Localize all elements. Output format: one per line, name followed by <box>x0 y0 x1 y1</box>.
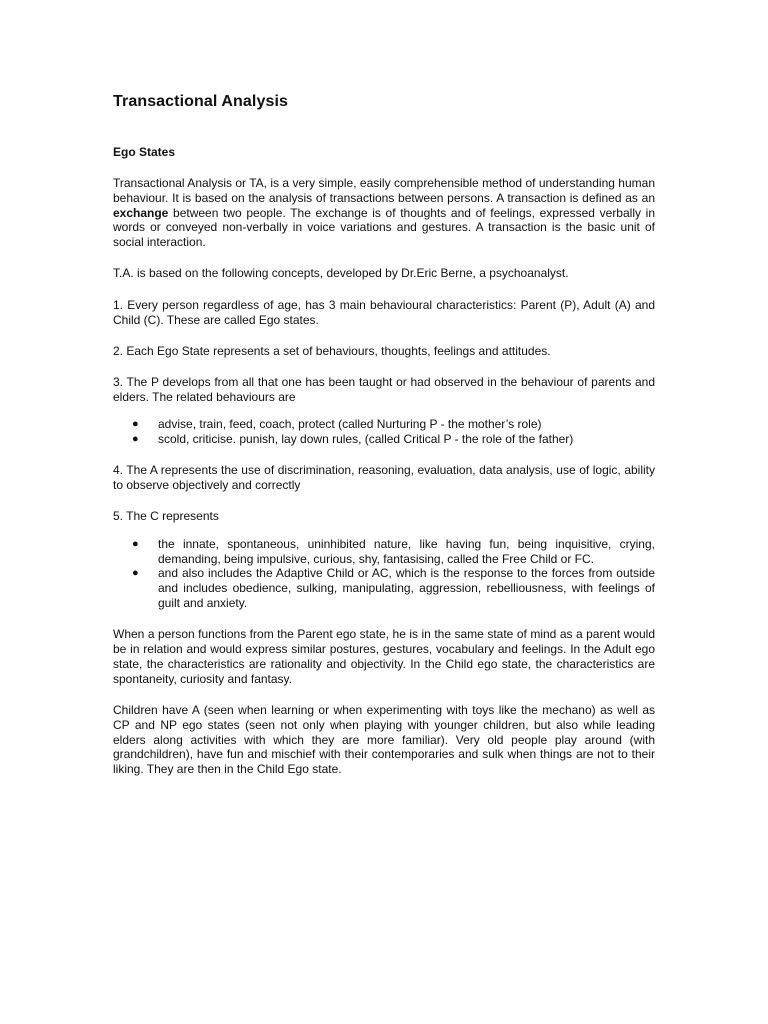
intro-paragraph <box>113 176 655 250</box>
point-5: 5. The C represents <box>113 509 219 524</box>
point-4: 4. The A represents the use of discrimination, reasoning, evaluation, data analysis, use of logic, ability to observe objectively and correctly <box>113 463 655 493</box>
list-item <box>113 537 655 567</box>
list-item-text: the innate, spontaneous, uninhibited nature, like having fun, being inquisitive, crying, demanding, being impulsive, curious, shy, fantasising, called the Free Child or FC. <box>158 536 655 566</box>
child-traits-list <box>113 537 655 611</box>
list-item-text: advise, train, feed, coach, protect (called Nurturing P - the mother’s role) <box>158 417 542 432</box>
children-paragraph: Children have A (seen when learning or when experimenting with toys like the mechano) as well as CP and NP ego states (seen not only when playing with younger children, but also while leading elders along activities with which they are more familiar). Very old people play around (with grandchildren), have fun and mischief with their contemporaries and sulk when things are not to their liking. They are then in the Child Ego state. <box>113 702 655 777</box>
section-heading: Ego States <box>113 145 176 159</box>
bullet-icon: ● <box>132 567 139 580</box>
bullet-icon: ● <box>132 537 139 550</box>
functions-paragraph: When a person functions from the Parent ego state, he is in the same state of mind as a parent would be in relation and would express similar postures, gestures, vocabulary and feelings. In the Adult ego state, the characteristics are rationality and objectivity. In the Child ego state, the characteristics are spontaneity, curiosity and fantasy. <box>113 627 655 686</box>
concepts-intro: T.A. is based on the following concepts, developed by Dr.Eric Berne, a psychoanalyst. <box>113 266 569 281</box>
bullet-icon: ● <box>132 433 139 446</box>
bullet-icon: ● <box>132 418 139 431</box>
list-item <box>113 417 655 432</box>
list-item-text: scold, criticise. punish, lay down rules, (called Critical P - the role of the father) <box>158 432 574 447</box>
point-1: 1. Every person regardless of age, has 3 main behavioural characteristics: Parent (P), Adult (A) and Child (C). These are called Ego states. <box>113 297 655 327</box>
document-title: Transactional Analysis <box>113 93 289 110</box>
list-item <box>113 432 655 447</box>
intro-bold-term: exchange <box>113 205 169 220</box>
list-item <box>113 566 655 610</box>
point-2: 2. Each Ego State represents a set of behaviours, thoughts, feelings and attitudes. <box>113 343 551 358</box>
parent-behaviours-list <box>113 417 655 447</box>
intro-text-start: Transactional Analysis or TA, is a very simple, easily comprehensible method of understanding human behaviour. It is based on the analysis of transactions between persons. A transaction is defined as an <box>113 176 655 205</box>
point-3: 3. The P develops from all that one has been taught or had observed in the behaviour of parents and elders. The related behaviours are <box>113 375 655 404</box>
list-item-text: and also includes the Adaptive Child or AC, which is the response to the forces from outside and includes obedience, sulking, manipulating, aggression, rebelliousness, with feelings of guilt and anxiety. <box>158 566 655 610</box>
intro-text-end: between two people. The exchange is of thoughts and of feelings, expressed verbally in words or conveyed non-verbally in voice variations and gestures. A transaction is the basic unit of social interaction. <box>113 205 655 250</box>
document-page <box>113 92 655 793</box>
